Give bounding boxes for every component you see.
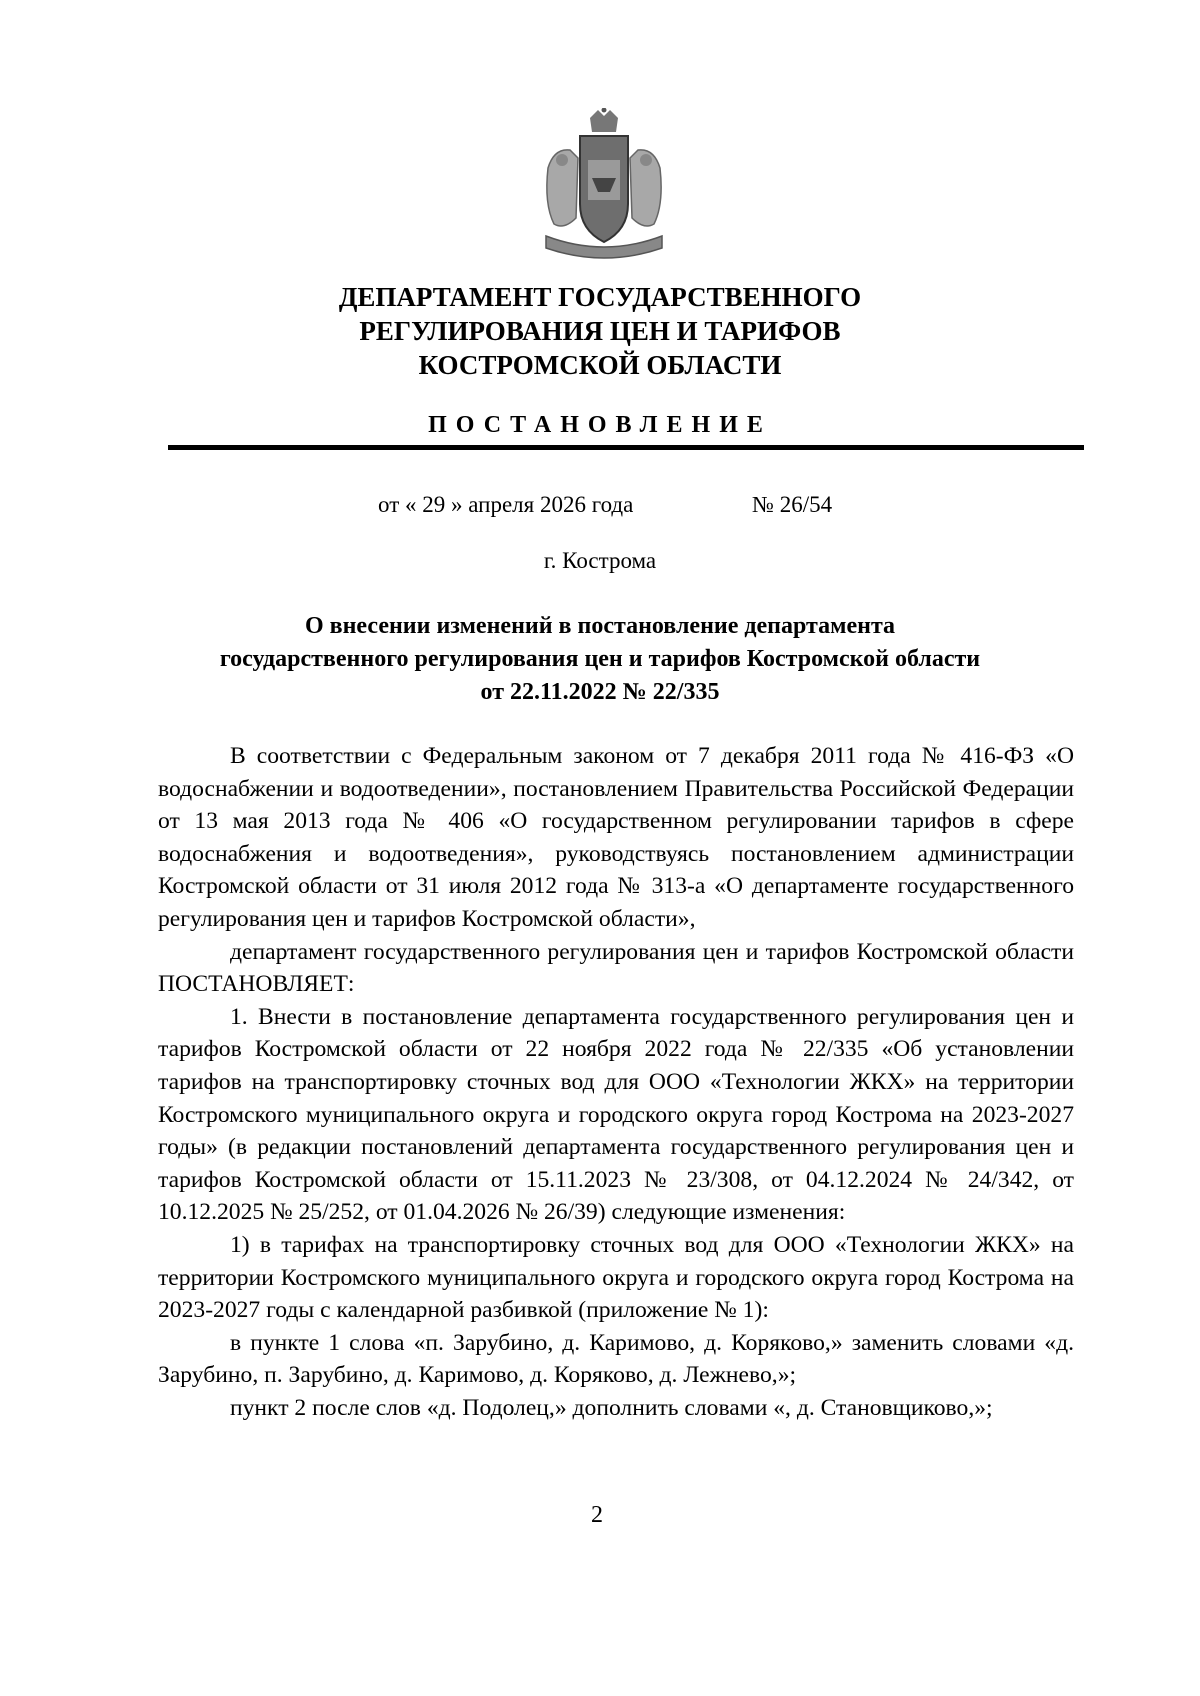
department-line: РЕГУЛИРОВАНИЯ ЦЕН И ТАРИФОВ [359,316,841,346]
document-subject [150,610,1050,709]
header-divider [168,445,1084,450]
document-number: № 26/54 [752,492,833,517]
subject-line: от 22.11.2022 № 22/335 [480,679,720,705]
document-body [158,740,1074,1424]
department-name [0,280,1200,382]
department-line: КОСТРОМСКОЙ ОБЛАСТИ [418,350,782,380]
paragraph-point-1-change: в пункте 1 слова «п. Зарубино, д. Каримово, д. Коряково,» заменить словами «д. Зарубино, п. Зарубино, д. Каримово, д. Коряково, д. Лежнево,»; [158,1329,1074,1389]
paragraph-resolves: департамент государственного регулирования цен и тарифов Костромской области ПОСТАНОВЛЯЕТ: [158,938,1074,998]
department-line: ДЕПАРТАМЕНТ ГОСУДАРСТВЕННОГО [338,282,862,312]
kostroma-coat-of-arms-icon [540,108,668,268]
subject-line: О внесении изменений в постановление департамента [304,613,896,639]
coat-of-arms-emblem [540,108,668,268]
document-date: от « 29 » апреля 2026 года [378,492,634,517]
paragraph-legal-basis: В соответствии с Федеральным законом от 7 декабря 2011 года № 416-ФЗ «О водоснабжении и водоотведении», постановлением Правительства Российской Федерации от 13 мая 2013 года № 406 «О государственном регулировании тарифов в сфере водоснабжения и водоотведения», руководствуясь постановлением администрации Костромской области от 31 июля 2012 года № 313-а «О департаменте государственного регулирования цен и тарифов Костромской области», [158,743,1074,932]
document-type: ПОСТАНОВЛЕНИЕ [428,412,772,438]
page-number: 2 [585,1502,609,1529]
paragraph-subitem-1: 1) в тарифах на транспортировку сточных вод для ООО «Технологии ЖКХ» на территории Костромского муниципального округа и городского округа город Кострома на 2023-2027 годы с календарной разбивкой (приложение № 1): [158,1231,1074,1324]
subject-line: государственного регулирования цен и тарифов Костромской области [219,646,981,672]
document-city: г. Кострома [543,548,657,573]
paragraph-item-1: 1. Внести в постановление департамента государственного регулирования цен и тарифов Костромской области от 22 ноября 2022 года № 22/335 «Об установлении тарифов на транспортировку сточных вод для ООО «Технологии ЖКХ» на территории Костромского муниципального округа и городского округа город Кострома на 2023-2027 годы» (в редакции постановлений департамента государственного регулирования цен и тарифов Костромской области от 15.11.2023 № 23/308, от 04.12.2024 № 24/342, от 10.12.2025 № 25/252, от 01.04.2026 № 26/39) следующие изменения: [158,1003,1074,1226]
paragraph-point-2-change: пункт 2 после слов «д. Подолец,» дополнить словами «, д. Становщиково,»; [230,1394,993,1421]
